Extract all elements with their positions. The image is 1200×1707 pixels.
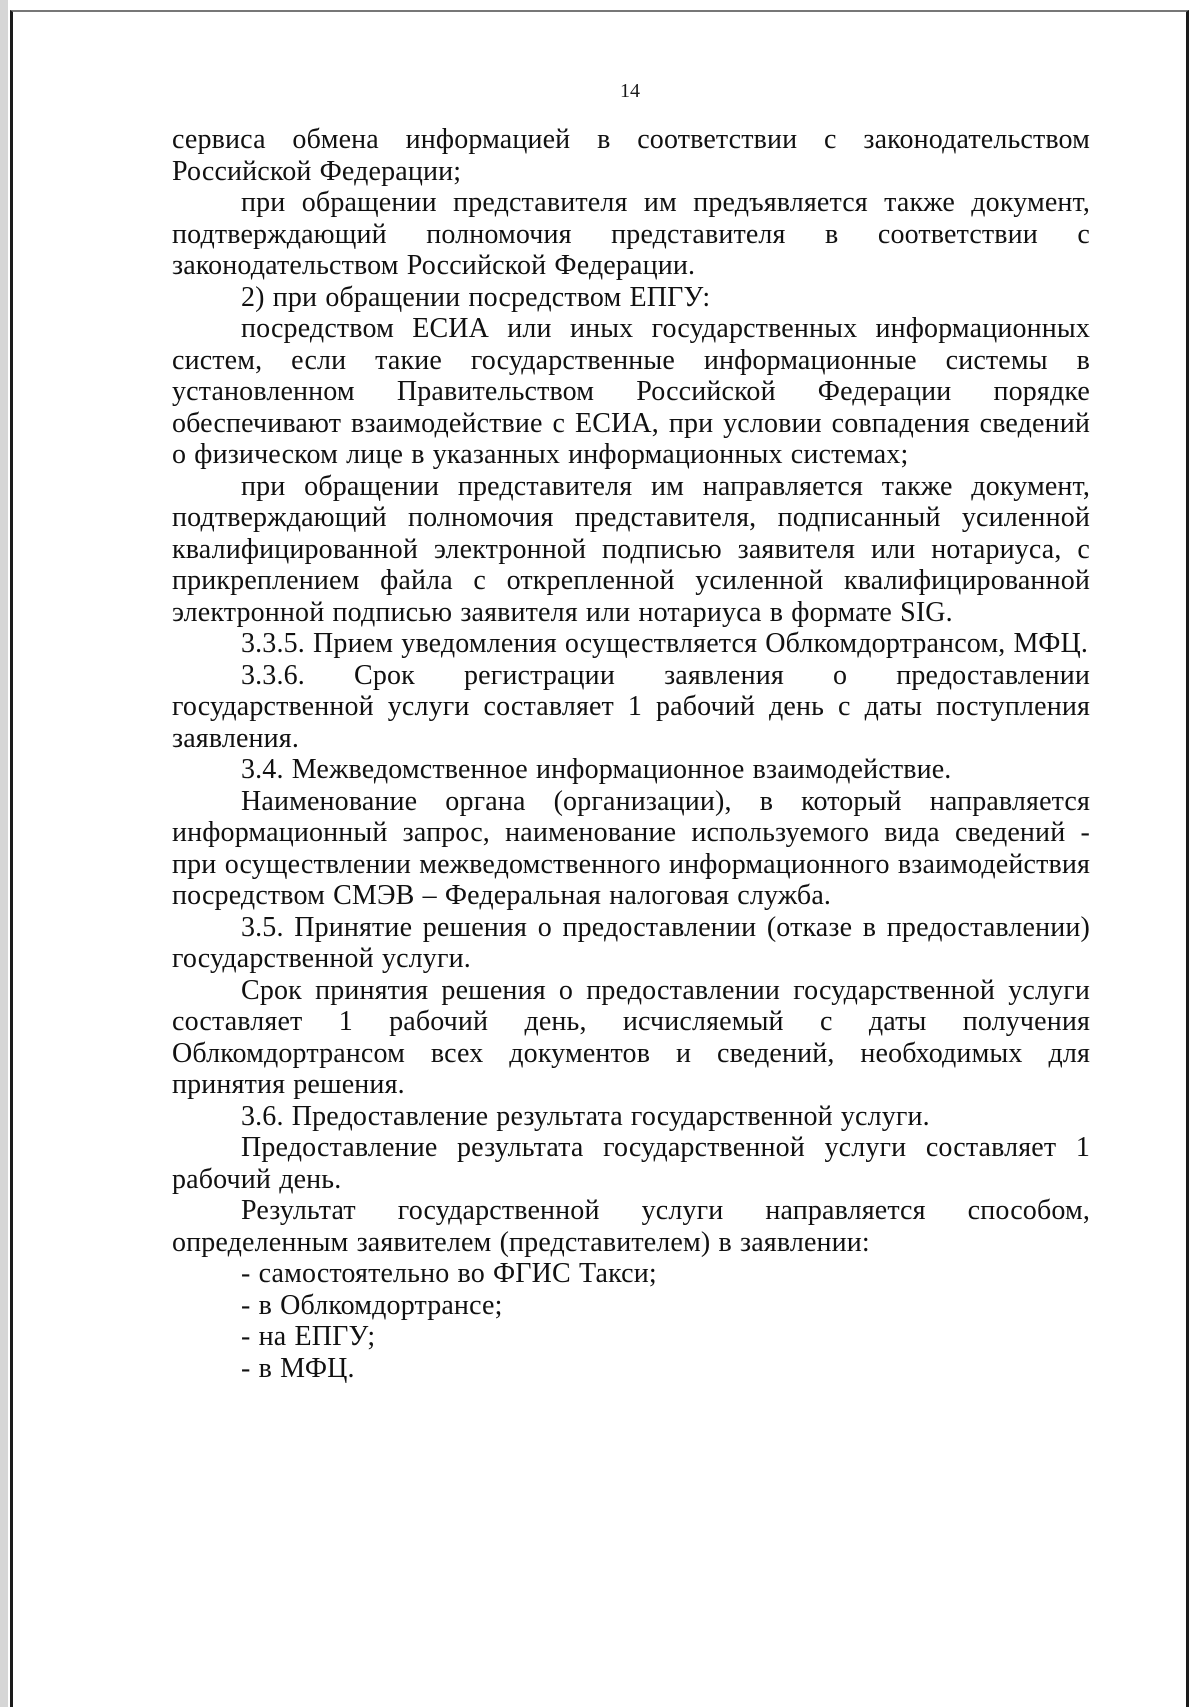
list-item: - самостоятельно во ФГИС Такси;: [241, 1258, 657, 1289]
paragraph: Наименование органа (организации), в который направляется информационный запрос, наименование используемого вида сведений - при осуществлении межведомственного информационного взаимодействия посредством СМЭВ – Федеральная налоговая служба.: [172, 785, 1090, 911]
document-body: [172, 124, 1090, 1384]
list-item: - в МФЦ.: [241, 1352, 355, 1384]
paragraph: 3.6. Предоставление результата государственной услуги.: [241, 1100, 930, 1132]
scan-edge-shadow: [0, 0, 8, 1707]
page-number: 14: [620, 80, 640, 102]
paragraph: 3.4. Межведомственное информационное взаимодействие.: [241, 754, 952, 785]
paragraph: Результат государственной услуги направляется способом, определенным заявителем (представителем) в заявлении:: [172, 1195, 1090, 1258]
paragraph: Срок принятия решения о предоставлении государственной услуги составляет 1 рабочий день, исчисляемый с даты получения Облкомдортрансом всех документов и сведений, необходимых для принятия решения.: [172, 974, 1090, 1100]
paragraph: 2) при обращении посредством ЕПГУ:: [241, 281, 711, 313]
paragraph: 3.3.5. Прием уведомления осуществляется Облкомдортрансом, МФЦ.: [241, 628, 1089, 659]
paragraph: посредством ЕСИА или иных государственных информационных систем, если такие государственные информационные системы в установленном Правительством Российской Федерации порядке обеспечивают взаимодействие с ЕСИА, при условии совпадения сведений о физическом лице в указанных информационных системах;: [172, 313, 1090, 470]
list-item: - в Облкомдортрансе;: [241, 1289, 503, 1321]
paragraph: 3.5. Принятие решения о предоставлении (отказе в предоставлении) государственной услуги.: [172, 911, 1090, 974]
paragraph: сервиса обмена информацией в соответствии с законодательством Российской Федерации;: [172, 124, 1090, 187]
paragraph: Предоставление результата государственной услуги составляет 1 рабочий день.: [172, 1132, 1090, 1195]
paragraph: при обращении представителя им направляется также документ, подтверждающий полномочия представителя, подписанный усиленной квалифицированной электронной подписью заявителя или нотариуса, с прикреплением файла с открепленной усиленной квалифицированной электронной подписью заявителя или нотариуса в формате SIG.: [172, 470, 1090, 628]
paragraph: при обращении представителя им предъявляется также документ, подтверждающий полномочия представителя в соответствии с законодательством Российской Федерации.: [172, 187, 1090, 281]
list-item: - на ЕПГУ;: [241, 1321, 376, 1352]
paragraph: 3.3.6. Срок регистрации заявления о предоставлении государственной услуги составляет 1 рабочий день с даты поступления заявления.: [172, 659, 1090, 754]
